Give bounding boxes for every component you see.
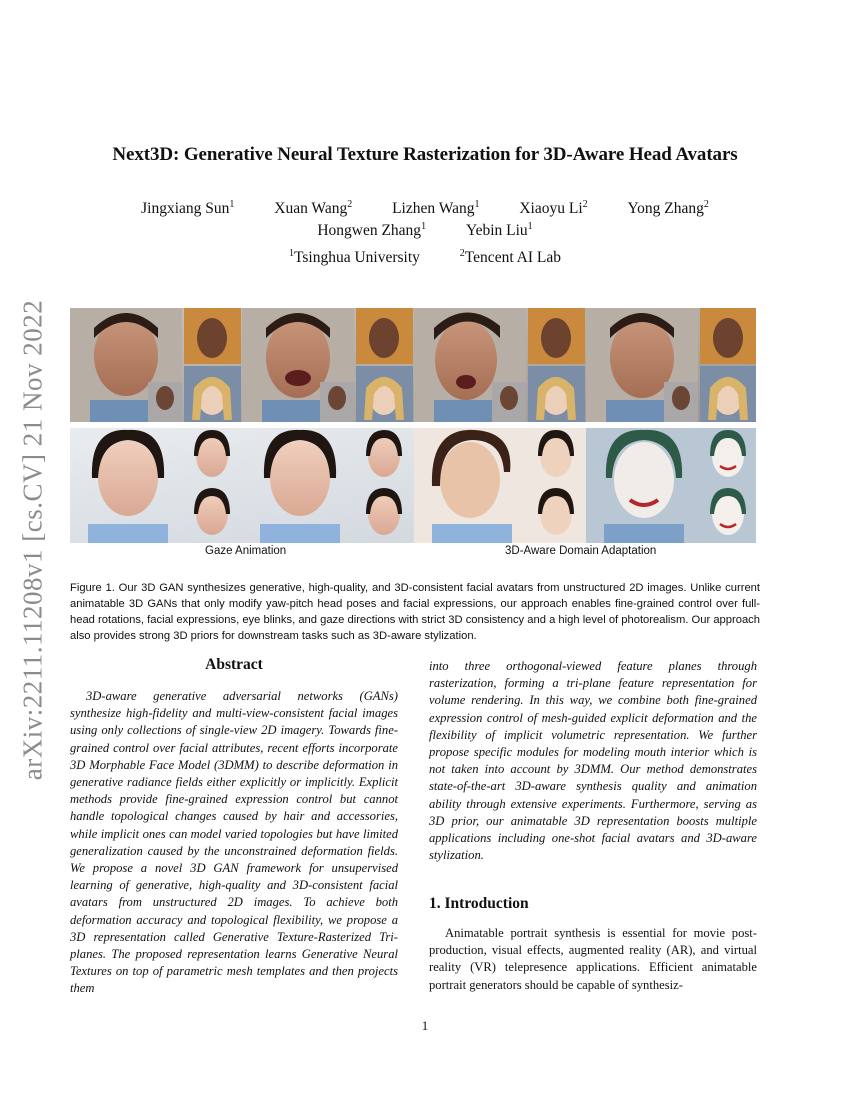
author: Xiaoyu Li$^2$ <box>519 199 588 217</box>
author-list-row-1 <box>0 200 850 218</box>
figure-caption: Figure 1. Our 3D GAN synthesizes generative, high-quality, and 3D-consistent facial avatars from unstructured 2D images. Unlike current animatable 3D GANs that only modify yaw-pitch head poses and facial expressions, our approach enables fine-grained control over full-head rotations, facial expressions, eye blinks, and gaze directions with strict 3D consistency and a high level of photorealism. Our approach also provides strong 3D priors for downstream tasks such as 3D-aware stylization. <box>70 582 760 642</box>
author: Yong Zhang$^2$ <box>627 199 709 217</box>
teaser-figure <box>70 308 756 543</box>
arxiv-identifier[interactable]: arXiv:2211.11208v1 [cs.CV] 21 Nov 2022 <box>17 299 48 781</box>
figure-stylized-group-1 <box>414 428 586 543</box>
introduction-heading: 1. Introduction <box>429 895 529 912</box>
author: Jingxiang Sun$^1$ <box>141 199 235 217</box>
abstract-text-left: 3D-aware generative adversarial networks (GANs) synthesize high-fidelity and multi-view-consistent facial images using only collections of single-view 2D imagery. Towards fine-grained control over facial attributes, recent efforts incorporate 3D Morphable Face Model (3DMM) to describe deformation in generative radiance fields either explicitly or implicitly. Explicit methods provide fine-grained expression control but cannot handle topological changes caused by hair and accessories, while implicit ones can model varied topologies but have limited generalization caused by the unconstrained deformation fields. We propose a novel 3D GAN framework for unsupervised learning of generative, high-quality and 3D-consistent facial avatars from unstructured 2D images. To achieve both deformation accuracy and topological flexibility, we propose a 3D representation called Generative Texture-Rasterized Tri-planes. The proposed representation learns Generative Neural Textures on top of parametric mesh templates and then projects them <box>70 689 398 996</box>
figure-stylized-group-2 <box>586 428 756 543</box>
author: Yebin Liu$^1$ <box>465 221 533 239</box>
abstract-heading: Abstract <box>205 656 263 673</box>
author: Xuan Wang$^2$ <box>274 199 353 217</box>
arxiv-sidebar <box>16 300 50 780</box>
figure-label-gaze: Gaze Animation <box>205 545 287 557</box>
affiliations <box>0 249 850 267</box>
introduction-text: Animatable portrait synthesis is essential for movie post-production, visual effects, augmented reality (AR), and virtual reality (VR) telepresence applications. Efficient animatable portrait generators should be capable of synthesiz- <box>429 926 757 992</box>
figure-label-domain-adaptation: 3D-Aware Domain Adaptation <box>505 545 657 557</box>
author: Lizhen Wang$^1$ <box>392 199 480 217</box>
author-list-row-2 <box>0 222 850 240</box>
affiliation: $^2$Tencent AI Lab <box>459 248 561 266</box>
abstract-text-right: into three orthogonal-viewed feature planes through rasterization, forming a tri-plane feature representation for volume rendering. In this way, we combine both fine-grained expression control of mesh-guided explicit deformation and the flexibility of implicit volumetric representation. We further propose specific modules for modeling mouth interior which is not taken into account by 3DMM. Our method demonstrates state-of-the-art 3D-aware synthesis quality and animation ability through extensive experiments. Furthermore, serving as 3D prior, our animatable 3D representation boosts multiple applications including one-shot facial avatars and 3D-aware stylization. <box>429 659 757 863</box>
author: Hongwen Zhang$^1$ <box>317 221 427 239</box>
page-number: 1 <box>421 1018 429 1033</box>
paper-title: Next3D: Generative Neural Texture Rasterization for 3D-Aware Head Avatars <box>112 144 738 165</box>
affiliation: $^1$Tsinghua University <box>289 248 420 266</box>
